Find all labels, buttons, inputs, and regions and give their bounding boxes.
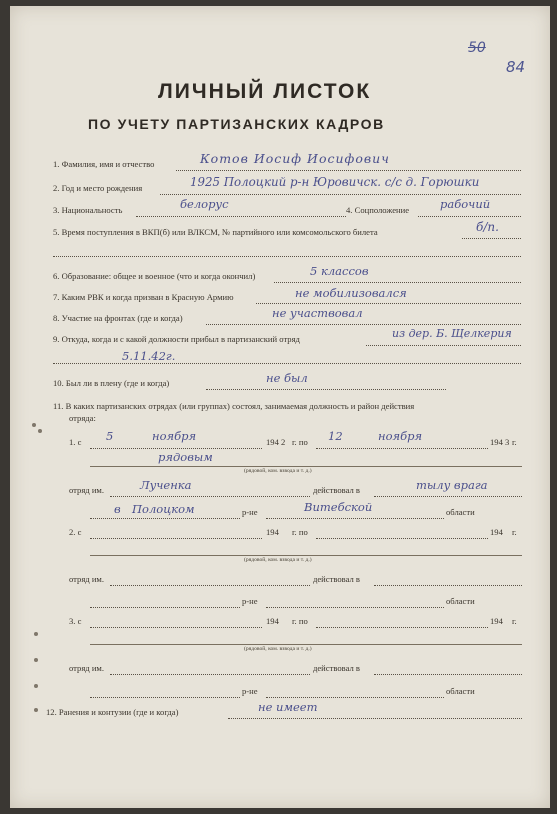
field-1-value: Котов Иосиф Иосифович [200, 151, 390, 166]
field-2-label: 2. Год и место рождения [53, 183, 143, 193]
field-8-value: не участвовал [272, 306, 363, 320]
punch-hole [34, 684, 38, 688]
row-2-position-hint: (рядовой, ком. взвода и т. д.) [244, 557, 312, 563]
field-6-value: 5 классов [310, 264, 369, 278]
row-1-year-to-digit: 3 [505, 437, 510, 447]
corner-number: 84 [506, 58, 526, 76]
row-3-mid: г. по [292, 616, 308, 626]
row-1-unit: Лученка [140, 478, 192, 492]
row-1-num: 1. с [69, 437, 82, 447]
field-9-value: из дер. Б. Щелкерия [392, 327, 512, 340]
field-2-value: 1925 Полоцкий р-н Юровичск. с/с д. Горюшки [190, 175, 480, 189]
row-3-district-label: р-не [242, 686, 258, 696]
field-9-value-date: 5.11.42г. [122, 349, 176, 363]
field-5-value: б/п. [476, 220, 499, 234]
row-1-day-to: 12 [328, 429, 343, 443]
row-1-region-label: области [446, 507, 475, 517]
row-1-year-to-print: 194 [490, 437, 503, 447]
row-3-year-from-print: 194 [266, 616, 279, 626]
row-1-region: Витебской [304, 500, 373, 514]
page-subtitle: ПО УЧЕТУ ПАРТИЗАНСКИХ КАДРОВ [88, 116, 385, 132]
row-2-g: г. [512, 527, 517, 537]
row-1-district-label: р-не [242, 507, 258, 517]
corner-number-crossed: 50 [468, 40, 486, 56]
field-12-label: 12. Ранения и контузии (где и когда) [46, 707, 179, 717]
row-1-mid: г. по [292, 437, 308, 447]
field-11-label-cont: отряда: [69, 413, 96, 423]
row-2-year-from-print: 194 [266, 527, 279, 537]
field-1-label: 1. Фамилия, имя и отчество [53, 159, 155, 169]
punch-hole [34, 632, 38, 636]
row-1-unit-label: отряд им. [69, 485, 105, 495]
field-5-label: 5. Время поступления в ВКП(б) или ВЛКСМ, № партийного или комсомольского билета [53, 227, 378, 237]
row-2-acted-label: действовал в [313, 574, 360, 584]
row-2-year-to-print: 194 [490, 527, 503, 537]
row-3-g: г. [512, 616, 517, 626]
row-2-mid: г. по [292, 527, 308, 537]
row-1-month-from: ноября [152, 429, 197, 443]
row-1-acted-label: действовал в [313, 485, 360, 495]
row-3-acted-label: действовал в [313, 663, 360, 673]
row-1-position: рядовым [158, 450, 213, 464]
row-3-num: 3. с [69, 616, 82, 626]
field-3-value: белорус [180, 197, 229, 211]
row-1-year-from-digit: 2 [281, 437, 286, 447]
field-10-label: 10. Был ли в плену (где и когда) [53, 378, 170, 388]
row-3-year-to-print: 194 [490, 616, 503, 626]
field-7-value: не мобилизовался [295, 286, 407, 300]
field-3-label: 3. Национальность [53, 205, 123, 215]
row-2-unit-label: отряд им. [69, 574, 105, 584]
field-10-value: не был [266, 371, 308, 385]
punch-hole [38, 429, 42, 433]
document-sheet [10, 6, 550, 808]
row-2-num: 2. с [69, 527, 82, 537]
row-1-year-from-print: 194 [266, 437, 279, 447]
row-1-day-from: 5 [106, 429, 114, 443]
row-1-acted: тылу врага [416, 478, 488, 492]
punch-hole [34, 708, 38, 712]
field-6-label: 6. Образование: общее и военное (что и когда окончил) [53, 271, 256, 281]
field-7-label: 7. Каким РВК и когда призван в Красную Армию [53, 292, 234, 302]
punch-hole [34, 658, 38, 662]
row-2-region-label: области [446, 596, 475, 606]
punch-hole [32, 423, 36, 427]
row-1-district: Полоцком [132, 502, 195, 516]
field-4-value: рабочий [440, 197, 491, 211]
row-2-district-label: р-не [242, 596, 258, 606]
field-11-label: 11. В каких партизанских отрядах (или группах) состоял, занимаемая должность и район действия [53, 401, 415, 411]
field-4-label: 4. Соцположение [346, 205, 410, 215]
row-3-position-hint: (рядовой, ком. взвода и т. д.) [244, 646, 312, 652]
field-12-value: не имеет [258, 700, 318, 714]
page-title: ЛИЧНЫЙ ЛИСТОК [158, 80, 372, 103]
field-8-label: 8. Участие на фронтах (где и когда) [53, 313, 183, 323]
row-1-district-prefix: в [114, 502, 121, 516]
row-3-unit-label: отряд им. [69, 663, 105, 673]
field-9-label: 9. Откуда, когда и с какой должности прибыл в партизанский отряд [53, 334, 300, 344]
row-1-month-to: ноября [378, 429, 423, 443]
row-3-region-label: области [446, 686, 475, 696]
row-1-position-hint: (рядовой, ком. взвода и т. д.) [244, 468, 312, 474]
row-1-g: г. [512, 437, 517, 447]
